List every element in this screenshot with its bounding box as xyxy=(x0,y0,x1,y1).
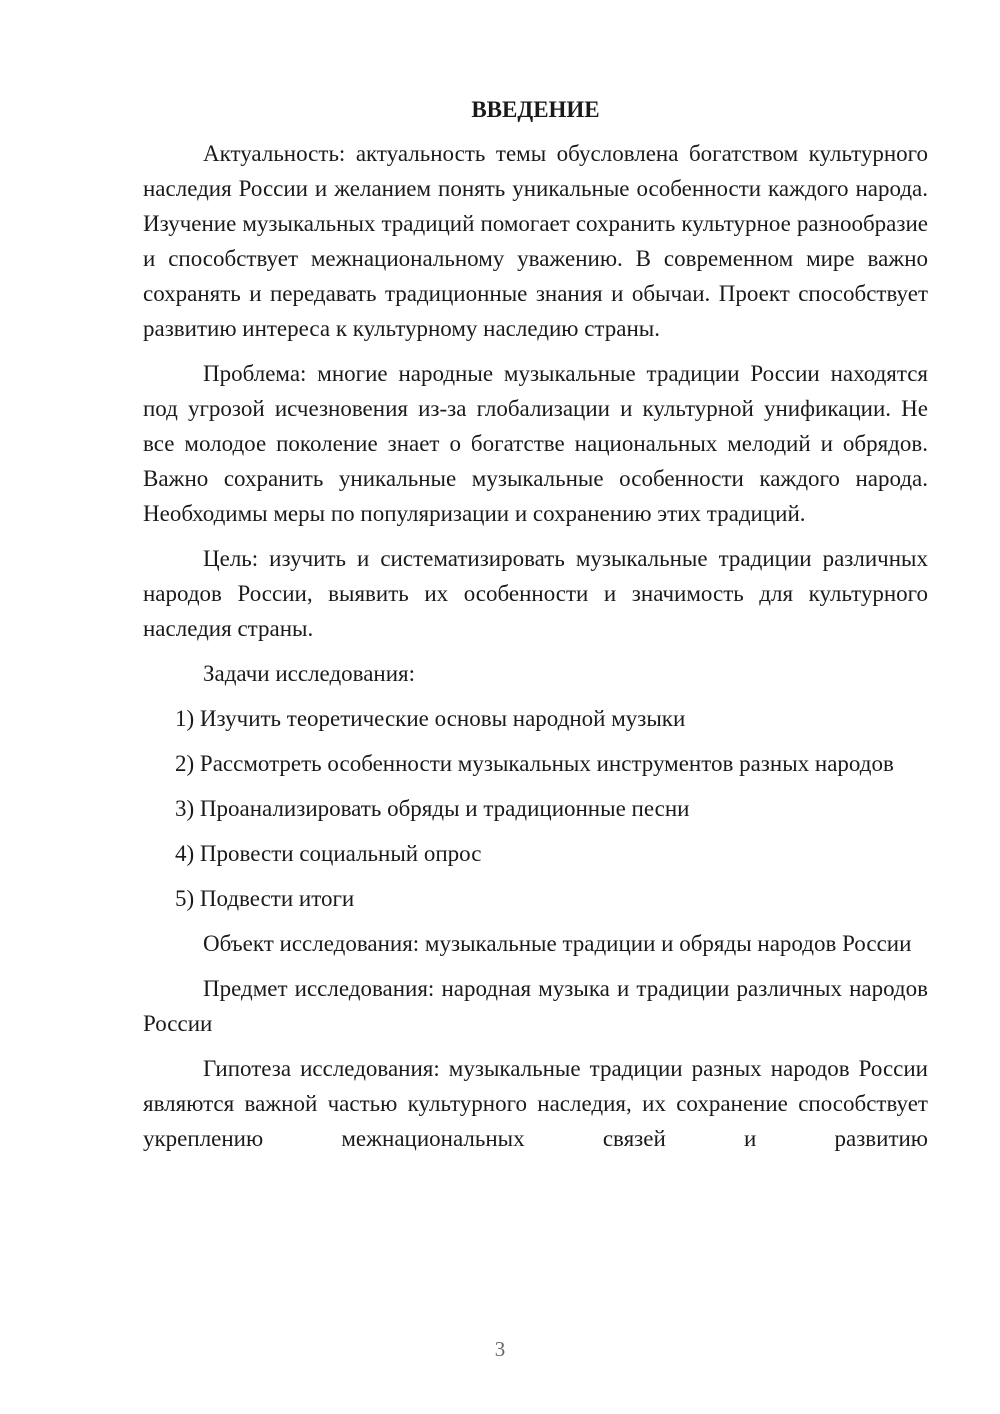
task-item-2: 2) Рассмотреть особенности музыкальных инструментов разных народов xyxy=(175,751,894,776)
object-paragraph: Объект исследования: музыкальные традиции и обряды народов России xyxy=(203,931,912,956)
section-title: ВВЕДЕНИЕ xyxy=(471,97,600,122)
relevance-paragraph: Актуальность: актуальность темы обусловлена богатством культурного наследия России и желанием понять уникальные особенности каждого народа. Изучение музыкальных традиций помогает сохранить культурное разнообразие и способствует межнациональному уважению. В современном мире важно сохранять и передавать традиционные знания и обычаи. Проект способствует развитию интереса к культурному наследию страны. xyxy=(143,141,928,341)
tasks-heading: Задачи исследования: xyxy=(203,661,416,686)
task-item-4: 4) Провести социальный опрос xyxy=(175,841,482,866)
subject-paragraph: Предмет исследования: народная музыка и традиции различных народов России xyxy=(143,976,928,1036)
task-item-1: 1) Изучить теоретические основы народной музыки xyxy=(175,706,686,731)
page-content xyxy=(143,92,928,1166)
page-number: 3 xyxy=(494,1337,506,1361)
tasks-list xyxy=(143,701,928,916)
hypothesis-paragraph: Гипотеза исследования: музыкальные традиции разных народов России являются важной частью культурного наследия, их сохранение способствует укреплению межнациональных связей и развитию xyxy=(143,1056,928,1151)
task-item-3: 3) Проанализировать обряды и традиционные песни xyxy=(175,796,690,821)
task-item-5: 5) Подвести итоги xyxy=(175,886,355,911)
goal-paragraph: Цель: изучить и систематизировать музыкальные традиции различных народов России, выявить их особенности и значимость для культурного наследия страны. xyxy=(143,546,928,641)
problem-paragraph: Проблема: многие народные музыкальные традиции России находятся под угрозой исчезновения из-за глобализации и культурной унификации. Не все молодое поколение знает о богатстве национальных мелодий и обрядов. Важно сохранить уникальные музыкальные особенности каждого народа. Необходимы меры по популяризации и сохранению этих традиций. xyxy=(143,361,928,526)
